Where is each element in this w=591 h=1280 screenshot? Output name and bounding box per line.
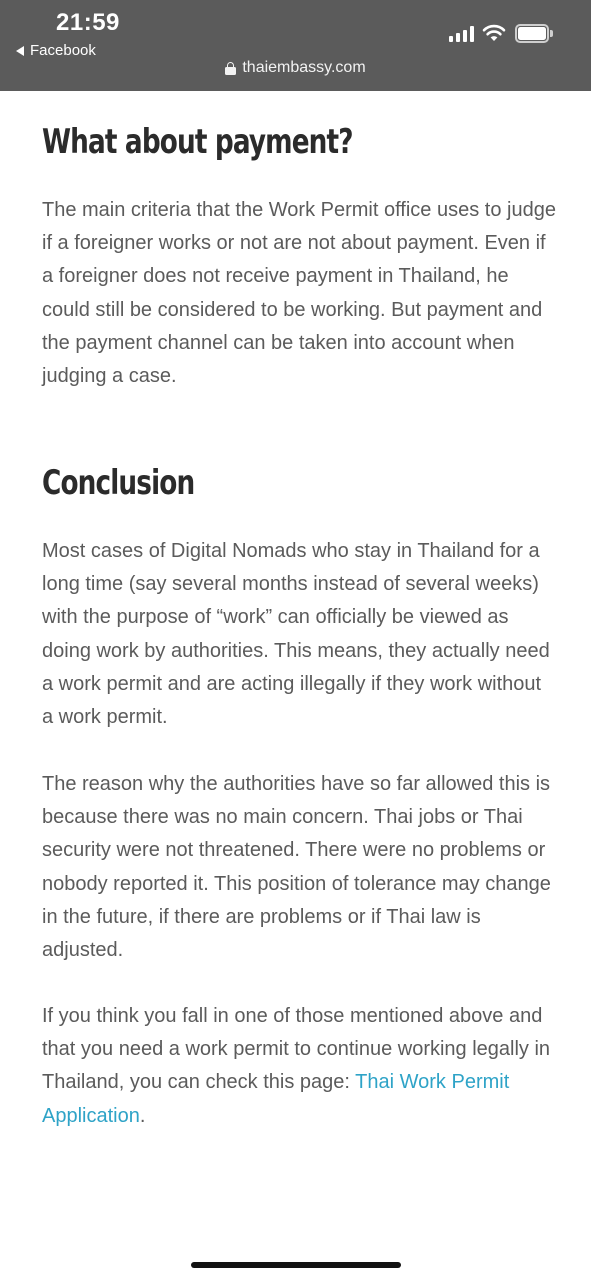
battery-icon <box>515 24 553 43</box>
conclusion-paragraph-3-end: . <box>139 1104 146 1127</box>
url-text: thaiembassy.com <box>242 59 366 76</box>
status-bar <box>0 0 591 91</box>
wifi-icon <box>482 24 506 42</box>
clock-time: 21:59 <box>56 9 120 36</box>
conclusion-paragraph-1: Most cases of Digital Nomads who stay in Thailand for a long time (say several months instead of several weeks) with the purpose of “work” can officially be viewed as doing work by authorities. This means, they actually need a work permit and are acting illegally if they work without a work permit. <box>42 540 550 729</box>
heading-conclusion: Conclusion <box>42 463 195 503</box>
back-to-app-button[interactable] <box>16 42 96 59</box>
heading-what-about-payment: What about payment? <box>42 122 353 162</box>
lock-icon <box>225 62 236 75</box>
address-bar[interactable] <box>0 59 591 77</box>
payment-paragraph: The main criteria that the Work Permit office uses to judge if a foreigner works or not are not about payment. Even if a foreigner does not receive payment in Thailand, he could still be considered to be working. But payment and the payment channel can be taken into account when judging a case. <box>42 199 556 388</box>
conclusion-paragraph-2: The reason why the authorities have so far allowed this is because there was no main concern. Thai jobs or Thai security were not threatened. There were no problems or nobody reported it. This position of tolerance may change in the future, if there are problems or if Thai law is adjusted. <box>42 773 551 962</box>
cellular-signal-icon <box>449 26 475 42</box>
back-app-label: Facebook <box>30 42 96 59</box>
conclusion-paragraph-3-text: If you think you fall in one of those mentioned above and that you need a work permit to continue working legally in Thailand, you can check this page: <box>42 1005 551 1094</box>
thai-work-permit-application-link[interactable]: Thai Work Permit Application <box>42 1071 510 1127</box>
conclusion-paragraph-3 <box>42 1000 557 1133</box>
home-indicator[interactable] <box>191 1262 401 1268</box>
back-arrow-icon <box>16 46 24 56</box>
